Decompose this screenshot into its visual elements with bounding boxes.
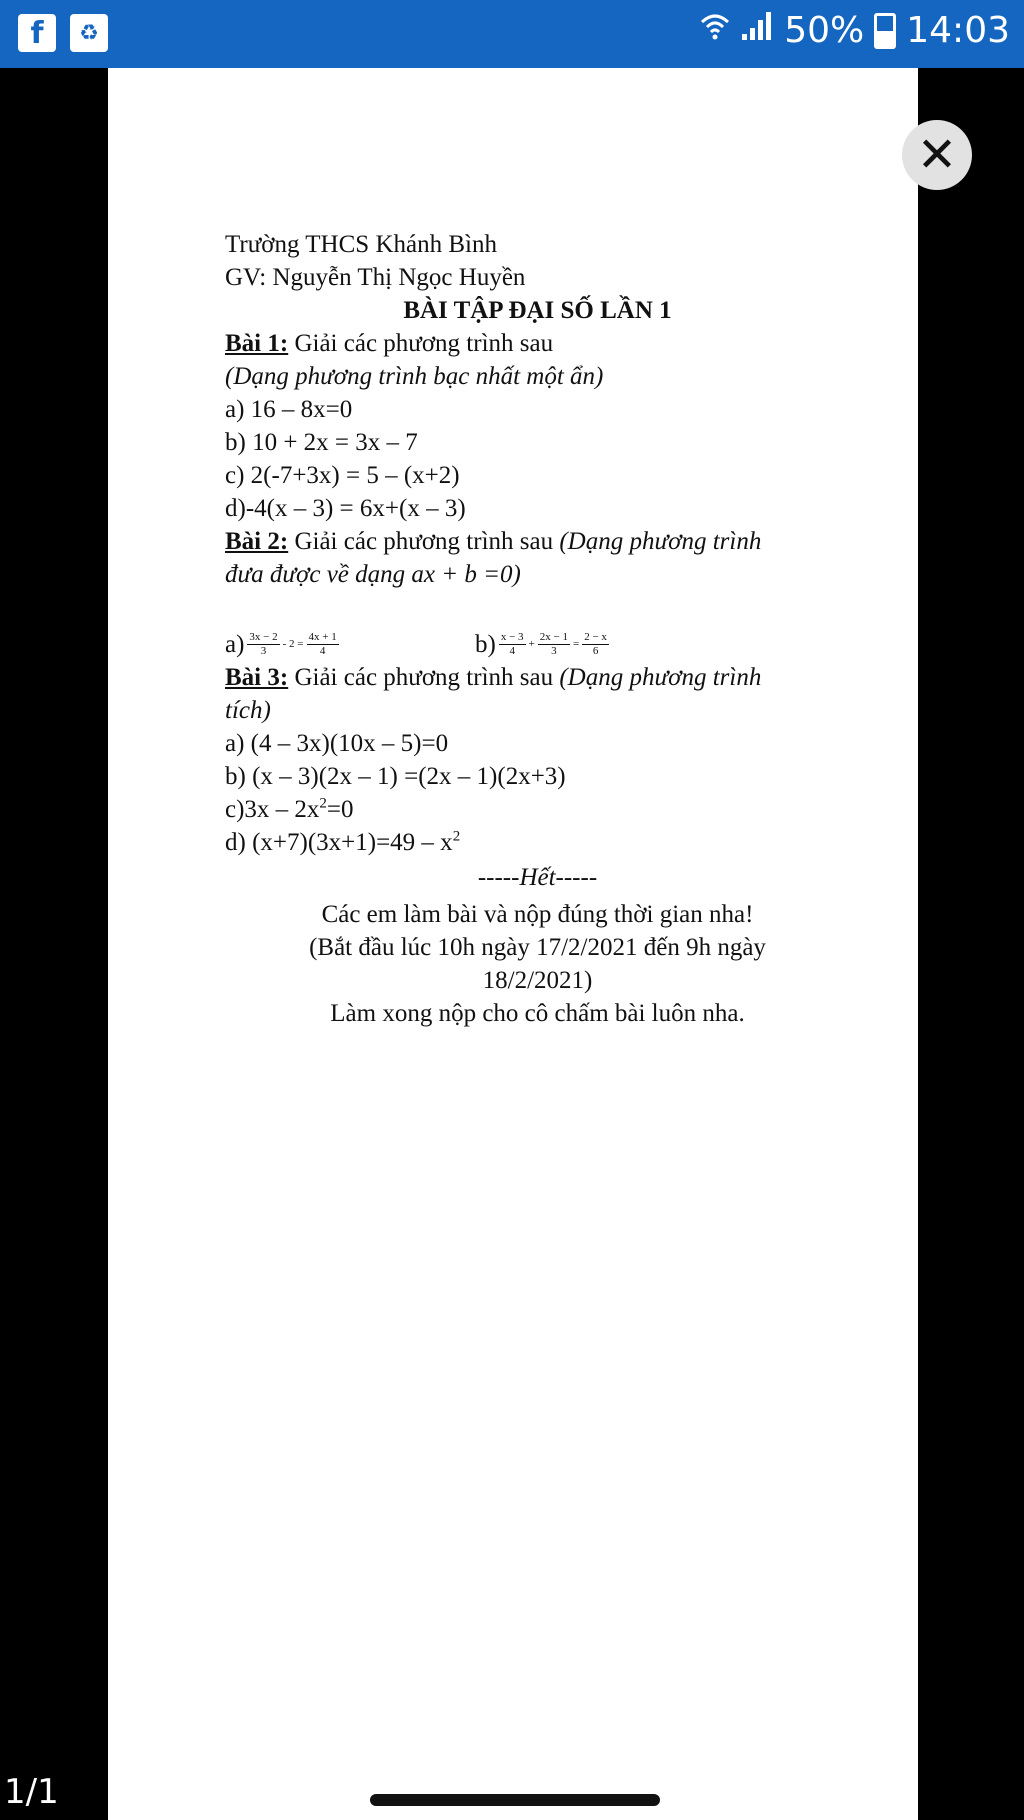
fraction: $\frac{2 - x}{6}$ <box>584 631 607 657</box>
document-title: BÀI TẬP ĐẠI SỐ LẦN 1 <box>403 297 672 324</box>
exercise-2-subtitle-2: đưa được về dạng ax + b =0) <box>225 561 521 588</box>
page-indicator: 1/1 <box>4 1772 59 1812</box>
battery-percent: 50% <box>784 10 865 51</box>
exercise-2-subtitle-1: (Dạng phương trình <box>559 528 762 555</box>
exercise-2-item-b-label: b) <box>475 631 496 658</box>
status-bar <box>0 0 1024 68</box>
facebook-icon: f <box>18 14 56 52</box>
exercise-3-item-d: d) $(x+7)(3x+1)=49 - x^2$ <box>225 828 461 856</box>
fraction: $\frac{4x + 1}{4}$ <box>308 631 337 657</box>
exercise-3-heading <box>225 661 850 694</box>
exercise-3-item-c: $c)3x - 2x^2=0$ <box>225 795 354 823</box>
wifi-icon <box>700 10 730 51</box>
exercise-1-heading <box>225 327 850 360</box>
exercise-2-item-a-label: a) <box>225 631 245 658</box>
exercise-1-item-b: b) 10 + 2x = 3x – 7 <box>225 429 418 456</box>
signal-icon <box>740 10 774 51</box>
exercise-3-label: Bài 3: <box>225 664 289 691</box>
school-name: Trường THCS Khánh Bình <box>225 231 497 258</box>
note-line-2: (Bắt đầu lúc 10h ngày 17/2/2021 đến 9h ngày <box>309 934 766 961</box>
exercise-3-subtitle-2: tích) <box>225 697 271 724</box>
exercise-2-item-a: a) $\frac{3x - 2}{3}$ - 2 = $\frac{4x + 1}{4}$ <box>225 628 475 661</box>
exercise-2-text: Giải các phương trình sau <box>288 528 560 555</box>
fraction: $\frac{2x - 1}{3}$ <box>539 631 568 657</box>
exercise-1-item-c: c) 2(-7+3x) = 5 – (x+2) <box>225 462 460 489</box>
exercise-1-item-a: a) 16 – 8x=0 <box>225 396 353 423</box>
battery-icon <box>874 13 896 49</box>
exercise-2-equations <box>225 601 850 661</box>
gallery-icon: ♻ <box>70 14 108 52</box>
exercise-1-text: Giải các phương trình sau <box>288 330 554 357</box>
close-button[interactable] <box>902 120 972 190</box>
end-marker: -----Hết----- <box>477 864 598 891</box>
close-icon: ✕ <box>916 127 958 183</box>
fraction: $\frac{3x - 2}{3}$ <box>249 631 278 657</box>
exercise-2-label: Bài 2: <box>225 528 289 555</box>
note-line-1: Các em làm bài và nộp đúng thời gian nha! <box>321 901 754 928</box>
exercise-2-heading <box>225 525 850 558</box>
exercise-3-item-b: b) (x – 3)(2x – 1) =(2x – 1)(2x+3) <box>225 763 566 790</box>
exercise-3-text: Giải các phương trình sau <box>288 664 560 691</box>
teacher-name: GV: Nguyễn Thị Ngọc Huyền <box>225 264 526 291</box>
fraction: $\frac{x - 3}{4}$ <box>500 631 524 657</box>
exercise-2-item-b: b) $\frac{x - 3}{4}$ + $\frac{2x - 1}{3}$ = $\frac{2 - x}{6}$ <box>475 628 609 661</box>
exercise-1-subtitle: (Dạng phương trình bạc nhất một ẩn) <box>225 363 604 390</box>
exercise-3-item-a: a) (4 – 3x)(10x – 5)=0 <box>225 730 449 757</box>
exercise-1-item-d: d)-4(x – 3) = 6x+(x – 3) <box>225 495 466 522</box>
home-indicator[interactable] <box>370 1794 660 1806</box>
clock: 14:03 <box>906 10 1010 51</box>
exercise-1-label: Bài 1: <box>225 330 289 357</box>
exercise-3-subtitle-1: (Dạng phương trình <box>559 664 762 691</box>
note-line-4: Làm xong nộp cho cô chấm bài luôn nha. <box>330 1000 745 1027</box>
note-line-3: 18/2/2021) <box>482 967 593 994</box>
document-content <box>225 228 850 1030</box>
